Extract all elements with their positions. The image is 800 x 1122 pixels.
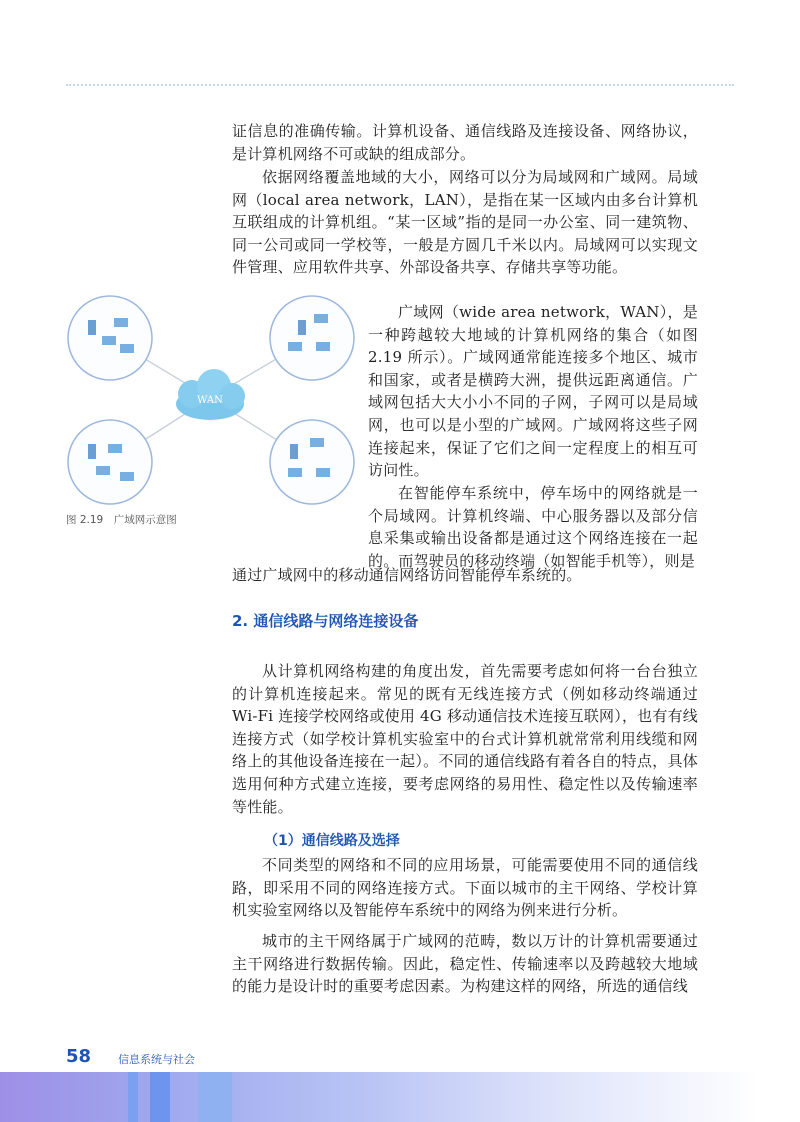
paragraph-6: 不同类型的网络和不同的应用场景，可能需要使用不同的通信线路，即采用不同的网络连接方式。下面以城市的主干网络、学校计算机实验室网络以及智能停车系统中的网络为例来进行分析。: [232, 856, 698, 920]
computer-icon: [316, 342, 330, 351]
paragraph-4: 在智能停车系统中，停车场中的网络就是一个局域网。计算机终端、中心服务器以及部分信息采集或输出设备都是通过这个网络连接在一起的。而驾驶员的移动终端（如智能手机等），则是: [368, 484, 698, 570]
wan-label: WAN: [197, 395, 223, 406]
computer-icon: [120, 472, 134, 481]
wan-diagram: [62, 290, 358, 510]
server-icon: [298, 320, 306, 335]
server-icon: [88, 444, 96, 459]
paragraph-3: 广域网（wide area network，WAN），是一种跨越较大地域的计算机网络的集合（如图 2.19 所示）。广域网通常能连接多个地区、城市和国家，或者是横跨大洲，提供远距离通信。广域网包括大大小小不同的子网，子网可以是局域网，也可以是小型的广域网。广域网将这些子网连接起来，保证了它们之间一定程度上的相互可访问性。: [368, 303, 698, 480]
computer-icon: [310, 438, 324, 447]
computer-icon: [102, 336, 116, 345]
lan-node-bottom-right: [270, 420, 354, 504]
footer-band: [0, 1072, 800, 1122]
computer-icon: [316, 468, 330, 477]
computer-icon: [114, 318, 128, 327]
figure-caption: 图 2.19 广域网示意图: [66, 514, 177, 526]
paragraph-4-end: 通过广域网中的移动通信网络访问智能停车系统的。: [232, 566, 582, 584]
lan-node-top-left: [68, 296, 152, 380]
computer-icon: [288, 342, 302, 351]
page-number: 58: [66, 1046, 92, 1067]
paragraph-1: 证信息的准确传输。计算机设备、通信线路及连接设备、网络协议，是计算机网络不可或缺的组成部分。: [232, 122, 698, 163]
computer-icon: [314, 314, 328, 323]
server-icon: [290, 444, 298, 459]
paragraph-2: 依据网络覆盖地域的大小，网络可以分为局域网和广域网。局域网（local area network，LAN），是指在某一区域内由多台计算机互联组成的计算机组。“某一区域”指的是同一办公室、同一建筑物、同一公司或同一学校等，一般是方圆几千米以内。局域网可以实现文件管理、应用软件共享、外部设备共享、存储共享等功能。: [232, 168, 698, 277]
paragraph-5: 从计算机网络构建的角度出发，首先需要考虑如何将一台台独立的计算机连接起来。常见的既有无线连接方式（例如移动终端通过 Wi-Fi 连接学校网络或使用 4G 移动通信技术连接互联网），也有有线连接方式（如学校计算机实验室中的台式计算机就常常利用线缆和网络上的其他设备连接在一起）。不同的通信线路有着各自的特点，具体选用何种方式建立连接，要考虑网络的易用性、稳定性以及传输速率等性能。: [232, 662, 698, 816]
computer-icon: [96, 466, 110, 475]
book-title: 信息系统与社会: [118, 1053, 195, 1066]
subsection-heading: （1）通信线路及选择: [264, 833, 400, 849]
computer-icon: [120, 344, 134, 353]
computer-icon: [288, 468, 302, 477]
lan-node-bottom-left: [68, 420, 152, 504]
header-rule: [66, 84, 734, 86]
server-icon: [88, 320, 96, 335]
paragraph-7: 城市的主干网络属于广域网的范畴，数以万计的计算机需要通过主干网络进行数据传输。因此，稳定性、传输速率以及跨越较大地域的能力是设计时的重要考虑因素。为构建这样的网络，所选的通信线: [232, 932, 698, 996]
computer-icon: [108, 444, 122, 453]
section-heading: 2. 通信线路与网络连接设备: [232, 612, 419, 630]
lan-node-top-right: [270, 296, 354, 380]
wan-cloud: [176, 369, 245, 420]
